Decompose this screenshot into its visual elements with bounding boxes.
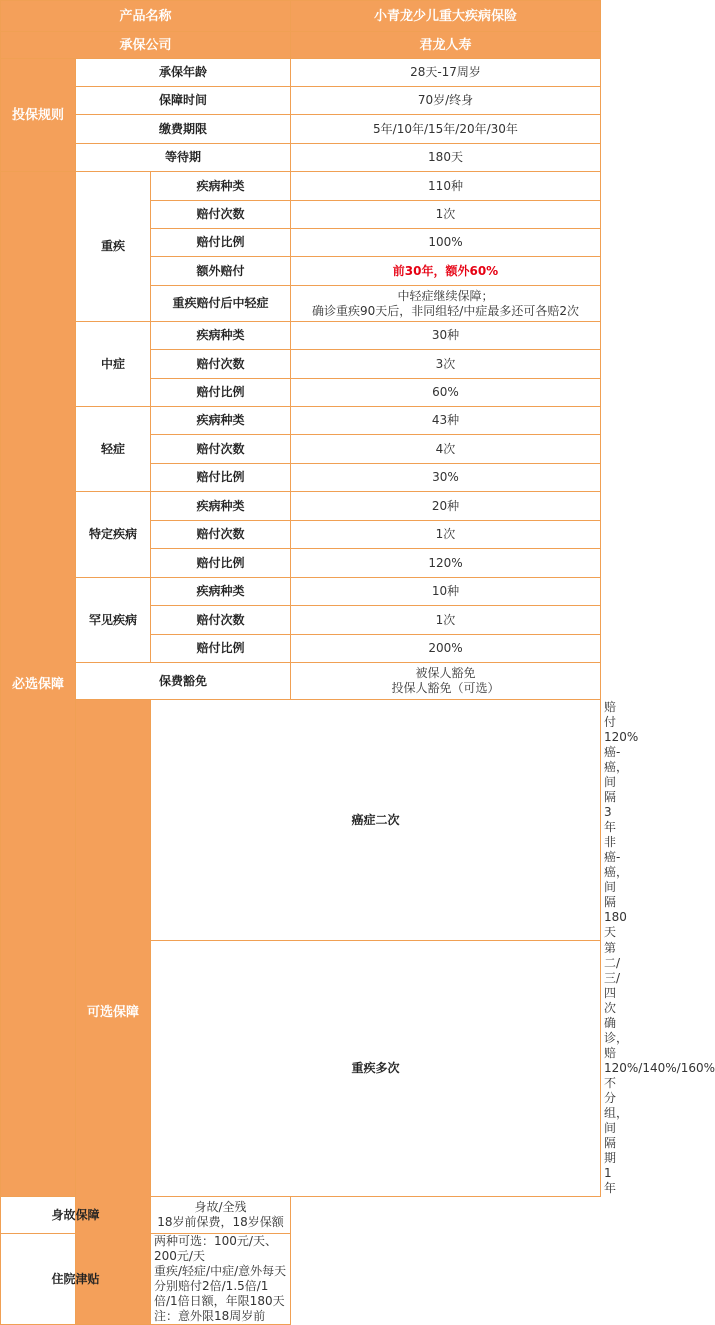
row-label: 疾病种类: [151, 492, 291, 521]
moderate-group-label: 中症: [76, 322, 151, 407]
value-line: 确诊重疾90天后，非同组轻/中症最多还可各赔2次: [312, 303, 579, 318]
row-value: 180天: [291, 144, 601, 172]
header-row: [1, 1, 601, 32]
table-row: [1, 663, 601, 700]
row-label: 承保年龄: [76, 59, 291, 87]
table-row: [1, 87, 601, 115]
table-row: [1, 578, 601, 606]
product-name-value: 小青龙少儿重大疾病保险: [291, 1, 601, 32]
row-label: 赔付次数: [151, 521, 291, 549]
row-value: [151, 1234, 291, 1325]
row-value: 30%: [291, 464, 601, 492]
value-line: 注：意外限18周岁前: [154, 1309, 266, 1323]
rules-section-label: 投保规则: [1, 59, 76, 172]
mandatory-section-label: 必选保障: [1, 172, 76, 1197]
row-label: 赔付比例: [151, 379, 291, 407]
row-value: 10种: [291, 578, 601, 606]
row-label: 赔付次数: [151, 201, 291, 229]
table-row: 可选保障 癌症二次 赔付120% 癌-癌，间隔3年 非癌-癌，间隔180天: [1, 700, 601, 941]
row-label: 疾病种类: [151, 407, 291, 435]
row-label: 缴费期限: [76, 115, 291, 144]
table-row: [1, 1234, 601, 1325]
table-row: [1, 59, 601, 87]
row-value: 43种: [291, 407, 601, 435]
row-value: 30种: [291, 322, 601, 350]
row-label: 重疾多次: [151, 941, 601, 1197]
row-label: 额外赔付: [151, 257, 291, 286]
row-label: 保费豁免: [76, 663, 291, 700]
row-value: 5年/10年/15年/20年/30年: [291, 115, 601, 144]
row-value: 1次: [291, 201, 601, 229]
row-label: 赔付比例: [151, 549, 291, 578]
value-line: 中轻症继续保障；: [397, 288, 494, 303]
row-label: 身故保障: [1, 1197, 151, 1234]
row-value: 20种: [291, 492, 601, 521]
row-label: 疾病种类: [151, 172, 291, 201]
row-value: 120%: [291, 549, 601, 578]
row-label: 赔付比例: [151, 635, 291, 663]
row-value: [291, 286, 601, 322]
company-value: 君龙人寿: [291, 32, 601, 59]
specific-group-label: 特定疾病: [76, 492, 151, 578]
rare-group-label: 罕见疾病: [76, 578, 151, 663]
row-value: 28天-17周岁: [291, 59, 601, 87]
extra-payout-value: 前30年，额外60%: [291, 257, 601, 286]
table-row: [1, 407, 601, 435]
optional-section-label: 可选保障: [76, 700, 151, 1325]
row-label: 保障时间: [76, 87, 291, 115]
row-label: 住院津贴: [1, 1234, 151, 1325]
table-row: [1, 1197, 601, 1234]
row-label: 赔付比例: [151, 464, 291, 492]
product-name-label: 产品名称: [1, 1, 291, 32]
row-label: 疾病种类: [151, 578, 291, 606]
row-value: 1次: [291, 606, 601, 635]
value-line: 重疾/轻症/中症/意外每天分别赔付2倍/1.5倍/1倍/1倍日额，年限180天: [154, 1264, 287, 1308]
row-label: 等待期: [76, 144, 291, 172]
row-value: 200%: [291, 635, 601, 663]
table-row: [1, 322, 601, 350]
table-row: [1, 144, 601, 172]
row-value: 60%: [291, 379, 601, 407]
value-line: 投保人豁免（可选）: [391, 681, 500, 695]
value-line: 被保人豁免: [415, 666, 476, 680]
table-row: [1, 492, 601, 521]
row-value: 100%: [291, 229, 601, 257]
table-row: 重疾多次 第二/三/四次确诊，赔120%/140%/160% 不分组，间隔期1年: [1, 941, 601, 1197]
company-row: [1, 32, 601, 59]
row-label: 赔付比例: [151, 229, 291, 257]
critical-group-label: 重疾: [76, 172, 151, 322]
row-label: 赔付次数: [151, 350, 291, 379]
row-label: 重疾赔付后中轻症: [151, 286, 291, 322]
row-value: 70岁/终身: [291, 87, 601, 115]
value-line: 两种可选：100元/天、200元/天: [154, 1234, 277, 1263]
table-row: [1, 172, 601, 201]
row-value: [151, 1197, 291, 1234]
row-label: 癌症二次: [151, 700, 601, 941]
row-value: 3次: [291, 350, 601, 379]
value-line: 身故/全残: [194, 1200, 247, 1214]
row-label: 赔付次数: [151, 606, 291, 635]
table-row: [1, 115, 601, 144]
row-value: 1次: [291, 521, 601, 549]
row-label: 疾病种类: [151, 322, 291, 350]
mild-group-label: 轻症: [76, 407, 151, 492]
row-value: [291, 663, 601, 700]
value-line: 18岁前保费，18岁保额: [157, 1215, 284, 1229]
row-value: 110种: [291, 172, 601, 201]
row-label: 赔付次数: [151, 435, 291, 464]
company-label: 承保公司: [1, 32, 291, 59]
row-value: 4次: [291, 435, 601, 464]
